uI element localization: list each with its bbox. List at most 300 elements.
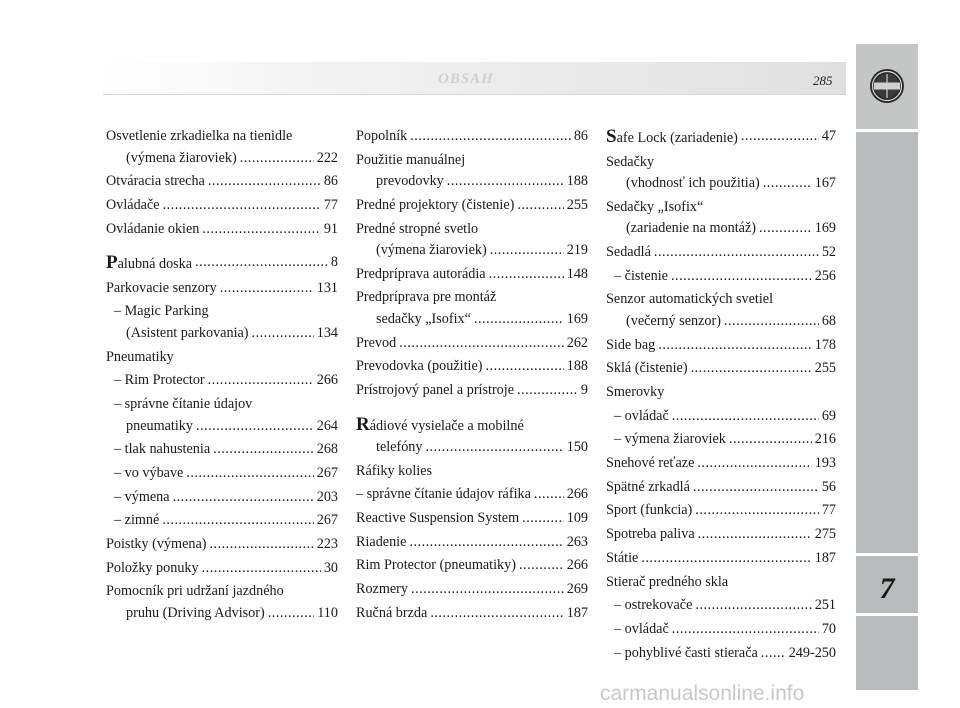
index-entry bbox=[606, 643, 836, 665]
entry-text bbox=[606, 453, 694, 475]
entry-label: Sklá (čistenie) bbox=[606, 360, 688, 377]
entry-text bbox=[614, 595, 692, 617]
dot-leader bbox=[522, 508, 564, 530]
entry-label: Snehové reťaze bbox=[606, 455, 695, 472]
index-entry bbox=[356, 333, 588, 355]
dot-leader bbox=[695, 595, 811, 617]
entry-page: 91 bbox=[323, 220, 338, 237]
index-line bbox=[606, 173, 836, 195]
entry-text bbox=[606, 126, 738, 150]
dot-leader bbox=[410, 126, 571, 148]
entry-label: Parkovacie senzory bbox=[106, 279, 217, 296]
logo-box bbox=[856, 44, 918, 129]
entry-label: Pomocník pri udržaní jazdného bbox=[106, 583, 284, 600]
index-line bbox=[356, 603, 588, 625]
entry-label: Predné projektory (čistenie) bbox=[356, 196, 515, 213]
index-entry bbox=[106, 534, 338, 556]
index-line bbox=[106, 581, 338, 603]
page-title: OBSAH bbox=[438, 71, 494, 87]
entry-label: (zariadenie na montáž) bbox=[626, 220, 756, 237]
entry-text bbox=[356, 126, 407, 148]
index-entry bbox=[106, 463, 338, 485]
index-entry bbox=[106, 195, 338, 217]
entry-page: 110 bbox=[317, 604, 338, 621]
entry-text bbox=[614, 266, 668, 288]
entry-label: Státie bbox=[606, 549, 639, 566]
index-line bbox=[106, 219, 338, 241]
index-entry bbox=[606, 548, 836, 570]
entry-label: – správne čítanie údajov bbox=[114, 396, 253, 412]
dot-leader bbox=[698, 524, 812, 546]
entry-text bbox=[606, 524, 695, 546]
dot-leader bbox=[208, 171, 321, 193]
index-line bbox=[606, 524, 836, 546]
dot-leader bbox=[474, 309, 564, 331]
entry-label: Použitie manuálnej bbox=[356, 151, 466, 168]
dot-leader bbox=[490, 240, 564, 262]
index-entry bbox=[106, 301, 338, 344]
index-line bbox=[106, 301, 338, 323]
dot-leader bbox=[163, 195, 321, 217]
entry-page: 86 bbox=[323, 173, 338, 190]
entry-text bbox=[356, 414, 524, 438]
index-entry bbox=[106, 510, 338, 532]
strip-divider bbox=[856, 129, 918, 132]
entry-page: 169 bbox=[566, 310, 588, 327]
entry-label: – čistenie bbox=[614, 267, 668, 284]
index-entry bbox=[606, 242, 836, 264]
entry-label: Prístrojový panel a prístroje bbox=[356, 382, 515, 398]
index-line bbox=[606, 311, 836, 333]
index-entry bbox=[356, 484, 588, 506]
entry-text bbox=[106, 347, 174, 369]
entry-page: 69 bbox=[821, 407, 836, 424]
entry-text bbox=[606, 477, 690, 499]
index-line bbox=[606, 453, 836, 475]
entry-page: 150 bbox=[566, 439, 588, 455]
index-line bbox=[106, 347, 338, 369]
index-line bbox=[606, 500, 836, 522]
entry-text bbox=[606, 500, 692, 522]
index-line bbox=[356, 437, 588, 459]
entry-page: 68 bbox=[821, 312, 836, 329]
index-column-2 bbox=[356, 126, 588, 627]
index-entry bbox=[356, 356, 588, 378]
index-line bbox=[106, 252, 338, 276]
entry-text bbox=[106, 252, 192, 276]
entry-text bbox=[106, 534, 206, 556]
index-entry bbox=[356, 380, 588, 402]
entry-page: 9 bbox=[580, 382, 588, 398]
index-entry bbox=[356, 195, 588, 217]
index-line bbox=[606, 289, 836, 311]
entry-text bbox=[606, 197, 703, 219]
index-entry bbox=[106, 171, 338, 193]
entry-page: 251 bbox=[814, 597, 836, 614]
entry-text bbox=[356, 380, 514, 402]
index-entry bbox=[106, 581, 338, 624]
entry-label: Spotreba paliva bbox=[606, 526, 695, 543]
entry-label: Poistky (výmena) bbox=[106, 535, 207, 552]
index-line bbox=[106, 534, 338, 556]
index-line bbox=[356, 126, 588, 148]
entry-label: Prevod bbox=[356, 334, 397, 351]
index-entry bbox=[606, 524, 836, 546]
dot-leader bbox=[697, 453, 811, 475]
entry-text bbox=[626, 173, 760, 195]
index-line bbox=[606, 218, 836, 240]
dot-leader bbox=[202, 558, 321, 580]
entry-label: – ovládač bbox=[614, 620, 669, 637]
entry-label: Riadenie bbox=[356, 533, 407, 550]
entry-label: (výmena žiaroviek) bbox=[126, 149, 237, 166]
entry-label: afe Lock (zariadenie) bbox=[616, 130, 738, 146]
entry-label: Pneumatiky bbox=[106, 348, 174, 365]
entry-label: prevodovky bbox=[376, 173, 444, 190]
entry-label: – výmena žiaroviek bbox=[614, 431, 726, 448]
entry-label: alubná doska bbox=[117, 256, 193, 273]
index-line bbox=[106, 463, 338, 485]
index-line bbox=[356, 579, 588, 601]
dot-leader bbox=[729, 429, 812, 451]
dot-leader bbox=[517, 380, 578, 402]
entry-text bbox=[356, 461, 432, 483]
index-entry bbox=[606, 500, 836, 522]
index-line bbox=[106, 603, 338, 625]
entry-page: 267 bbox=[316, 512, 338, 529]
entry-page: 188 bbox=[566, 173, 588, 190]
index-line bbox=[606, 406, 836, 428]
entry-label: Sedačky „Isofix“ bbox=[606, 198, 704, 215]
entry-text bbox=[106, 126, 292, 148]
lancia-logo-icon bbox=[856, 44, 918, 129]
entry-text bbox=[126, 416, 193, 438]
entry-page: 70 bbox=[821, 620, 836, 637]
entry-label: – ovládač bbox=[614, 407, 669, 424]
index-line bbox=[106, 278, 338, 300]
entry-page: 167 bbox=[814, 175, 836, 192]
index-entry bbox=[106, 439, 338, 461]
entry-text bbox=[606, 152, 654, 174]
entry-label: Smerovky bbox=[606, 384, 665, 400]
entry-text bbox=[614, 643, 758, 665]
index-entry bbox=[106, 558, 338, 580]
entry-label: Sedadlá bbox=[606, 244, 651, 261]
index-line bbox=[356, 219, 588, 241]
dot-leader bbox=[208, 370, 314, 392]
dot-leader bbox=[252, 323, 314, 345]
entry-page: 193 bbox=[814, 455, 836, 472]
entry-label: Reactive Suspension System bbox=[356, 510, 520, 527]
entry-text bbox=[114, 510, 159, 532]
entry-label: telefóny bbox=[376, 439, 423, 455]
dot-leader bbox=[741, 126, 819, 150]
index-line bbox=[606, 197, 836, 219]
entry-text bbox=[606, 358, 688, 380]
entry-text bbox=[114, 301, 209, 323]
entry-text bbox=[356, 532, 406, 554]
strip-divider bbox=[856, 553, 918, 556]
entry-text bbox=[606, 335, 655, 357]
entry-label: Osvetlenie zrkadielka na tienidle bbox=[106, 128, 293, 144]
entry-label: – správne čítanie údajov ráfika bbox=[356, 486, 531, 503]
index-entry bbox=[356, 579, 588, 601]
index-entry bbox=[606, 382, 836, 404]
entry-text bbox=[356, 287, 496, 309]
entry-label: Side bag bbox=[606, 336, 656, 353]
index-entry bbox=[606, 197, 836, 240]
dot-leader bbox=[220, 278, 314, 300]
index-entry bbox=[106, 394, 338, 437]
entry-text bbox=[376, 240, 487, 262]
dot-leader bbox=[447, 171, 564, 193]
entry-text bbox=[606, 242, 651, 264]
entry-text bbox=[356, 195, 514, 217]
index-entry bbox=[606, 429, 836, 451]
index-entry bbox=[606, 406, 836, 428]
index-entry bbox=[356, 532, 588, 554]
index-entry bbox=[606, 152, 836, 195]
entry-label: Stierač predného skla bbox=[606, 573, 729, 590]
entry-label: Ovládanie okien bbox=[106, 220, 200, 237]
index-line bbox=[106, 195, 338, 217]
entry-text bbox=[106, 558, 199, 580]
index-line bbox=[606, 152, 836, 174]
index-entry bbox=[106, 252, 338, 276]
index-line bbox=[606, 595, 836, 617]
dot-leader bbox=[672, 406, 819, 428]
entry-text bbox=[614, 429, 726, 451]
dot-leader bbox=[195, 252, 328, 276]
entry-text bbox=[106, 581, 284, 603]
entry-label: – tlak nahustenia bbox=[114, 441, 211, 458]
index-entry bbox=[606, 126, 836, 150]
dot-leader bbox=[761, 643, 786, 665]
entry-text bbox=[606, 548, 638, 570]
page-number: 285 bbox=[813, 73, 833, 88]
index-entry bbox=[106, 347, 338, 369]
entry-text bbox=[356, 579, 408, 601]
entry-text bbox=[614, 406, 669, 428]
entry-page: 30 bbox=[323, 559, 338, 576]
index-line bbox=[606, 477, 836, 499]
chapter-number: 7 bbox=[879, 572, 895, 605]
entry-text bbox=[606, 572, 728, 594]
entry-page: 268 bbox=[316, 441, 338, 458]
index-line bbox=[106, 416, 338, 438]
entry-text bbox=[126, 148, 237, 170]
index-line bbox=[356, 508, 588, 530]
entry-page: 187 bbox=[814, 549, 836, 566]
index-line bbox=[356, 356, 588, 378]
index-line bbox=[106, 394, 338, 416]
strip-divider bbox=[856, 613, 918, 616]
index-line bbox=[606, 643, 836, 665]
entry-page: 216 bbox=[814, 431, 836, 448]
entry-page: 266 bbox=[566, 486, 588, 503]
entry-text bbox=[606, 289, 773, 311]
entry-page: 134 bbox=[316, 324, 338, 341]
dot-leader bbox=[173, 487, 314, 509]
entry-label: ádiové vysielače a mobilné bbox=[369, 417, 524, 434]
index-line bbox=[356, 380, 588, 402]
index-line bbox=[106, 323, 338, 345]
dot-leader bbox=[519, 555, 564, 577]
dot-leader bbox=[162, 510, 313, 532]
index-line bbox=[106, 126, 338, 148]
entry-page: 222 bbox=[316, 149, 338, 166]
entry-label: pruhu (Driving Advisor) bbox=[126, 604, 265, 621]
index-entry bbox=[106, 126, 338, 169]
dot-leader bbox=[411, 579, 564, 601]
entry-text bbox=[106, 171, 205, 193]
dot-leader bbox=[654, 242, 819, 264]
entry-label: Ráfiky kolies bbox=[356, 462, 433, 479]
entry-text bbox=[356, 484, 531, 506]
entry-page: 263 bbox=[566, 533, 588, 550]
entry-text bbox=[106, 219, 199, 241]
entry-label: Sedačky bbox=[606, 153, 655, 170]
index-line bbox=[606, 242, 836, 264]
index-entry bbox=[106, 278, 338, 300]
entry-text bbox=[356, 508, 519, 530]
entry-page: 148 bbox=[566, 265, 588, 282]
entry-page: 47 bbox=[821, 128, 836, 144]
entry-text bbox=[356, 356, 482, 378]
entry-label: – ostrekovače bbox=[614, 597, 693, 614]
index-line bbox=[356, 333, 588, 355]
entry-text bbox=[626, 311, 721, 333]
dot-leader bbox=[641, 548, 811, 570]
dot-leader bbox=[430, 603, 563, 625]
entry-label: – zimné bbox=[114, 512, 160, 529]
index-entry bbox=[106, 370, 338, 392]
index-line bbox=[356, 461, 588, 483]
entry-page: 256 bbox=[814, 267, 836, 284]
entry-page: 255 bbox=[814, 360, 836, 377]
index-entry bbox=[356, 219, 588, 262]
entry-label: (Asistent parkovania) bbox=[126, 324, 249, 341]
entry-page: 187 bbox=[566, 604, 588, 621]
entry-page: 262 bbox=[566, 334, 588, 351]
index-entry bbox=[356, 555, 588, 577]
index-entry bbox=[106, 487, 338, 509]
index-entry bbox=[606, 289, 836, 332]
index-line bbox=[106, 487, 338, 509]
entry-text bbox=[356, 603, 427, 625]
entry-text bbox=[106, 278, 217, 300]
entry-page: 266 bbox=[316, 372, 338, 389]
index-entry bbox=[356, 264, 588, 286]
entry-page: 77 bbox=[323, 196, 338, 213]
index-line bbox=[356, 264, 588, 286]
entry-page: 249-250 bbox=[788, 644, 836, 661]
entry-label: – Rim Protector bbox=[114, 372, 205, 389]
entry-label: Otváracia strecha bbox=[106, 173, 205, 190]
index-line bbox=[356, 414, 588, 438]
entry-page: 219 bbox=[566, 242, 588, 259]
index-entry bbox=[356, 287, 588, 330]
index-entry bbox=[356, 461, 588, 483]
index-line bbox=[356, 532, 588, 554]
index-entry bbox=[606, 358, 836, 380]
dot-leader bbox=[202, 219, 320, 241]
dot-leader bbox=[268, 603, 315, 625]
entry-page: 255 bbox=[566, 196, 588, 213]
entry-label: Rozmery bbox=[356, 581, 409, 598]
index-line bbox=[106, 439, 338, 461]
section-initial: P bbox=[106, 252, 118, 274]
entry-page: 8 bbox=[330, 254, 338, 271]
dot-leader bbox=[691, 358, 812, 380]
dot-leader bbox=[693, 477, 819, 499]
dot-leader bbox=[724, 311, 819, 333]
entry-text bbox=[376, 171, 444, 193]
entry-label: Prevodovka (použitie) bbox=[356, 358, 483, 375]
index-line bbox=[606, 266, 836, 288]
index-line bbox=[606, 429, 836, 451]
entry-text bbox=[126, 323, 249, 345]
entry-label: Popolník bbox=[356, 128, 408, 144]
index-line bbox=[356, 555, 588, 577]
index-entry bbox=[356, 150, 588, 193]
dot-leader bbox=[196, 416, 314, 438]
entry-label: pneumatiky bbox=[126, 417, 193, 434]
dot-leader bbox=[425, 437, 563, 459]
index-line bbox=[606, 382, 836, 404]
dot-leader bbox=[489, 264, 564, 286]
entry-label: – vo výbave bbox=[114, 464, 184, 481]
entry-page: 52 bbox=[821, 244, 836, 261]
index-line bbox=[356, 309, 588, 331]
entry-page: 269 bbox=[566, 581, 588, 598]
index-line bbox=[356, 484, 588, 506]
index-entry bbox=[356, 508, 588, 530]
index-line bbox=[356, 150, 588, 172]
index-line bbox=[106, 370, 338, 392]
entry-label: – pohyblivé časti stierača bbox=[614, 644, 758, 661]
entry-page: 56 bbox=[821, 478, 836, 495]
entry-label: sedačky „Isofix“ bbox=[376, 310, 471, 327]
entry-text bbox=[614, 619, 669, 641]
entry-label: (večerný senzor) bbox=[626, 312, 721, 329]
entry-text bbox=[114, 487, 170, 509]
index-line bbox=[356, 287, 588, 309]
dot-leader bbox=[240, 148, 314, 170]
entry-label: Sport (funkcia) bbox=[606, 502, 693, 519]
section-initial: R bbox=[356, 413, 370, 435]
index-entry bbox=[606, 266, 836, 288]
index-line bbox=[606, 572, 836, 594]
dot-leader bbox=[672, 619, 819, 641]
index-line bbox=[106, 148, 338, 170]
entry-text bbox=[106, 195, 160, 217]
entry-text bbox=[606, 382, 664, 404]
index-line bbox=[106, 171, 338, 193]
index-entry bbox=[606, 619, 836, 641]
index-line bbox=[606, 335, 836, 357]
entry-page: 77 bbox=[821, 502, 836, 519]
dot-leader bbox=[485, 356, 563, 378]
entry-page: 267 bbox=[316, 464, 338, 481]
index-entry bbox=[356, 126, 588, 148]
dot-leader bbox=[763, 173, 812, 195]
entry-label: Predpríprava autorádia bbox=[356, 265, 486, 282]
index-entry bbox=[606, 595, 836, 617]
index-entry bbox=[606, 453, 836, 475]
entry-label: Senzor automatických svetiel bbox=[606, 291, 774, 308]
entry-text bbox=[126, 603, 265, 625]
